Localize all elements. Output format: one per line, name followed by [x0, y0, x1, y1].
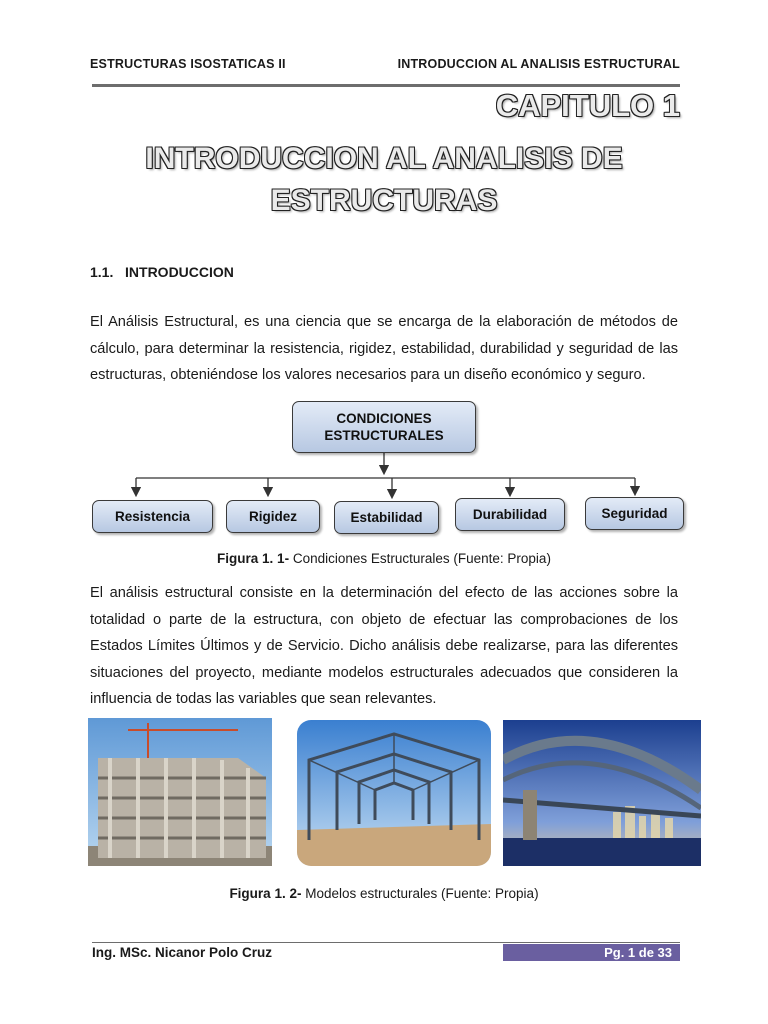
figure2-label: Figura 1. 2-	[229, 886, 302, 901]
figure2-caption	[0, 886, 768, 901]
paragraph-intro: El Análisis Estructural, es una ciencia que se encarga de la elaboración de métodos de cálculo, para determinar la resistencia, rigidez, estabilidad, durabilidad y seguridad de las estructuras, obteniéndose los valores necesarios para un diseño económico y seguro.	[90, 314, 678, 383]
diagram-node-seguridad: Seguridad	[585, 497, 684, 530]
footer-rule	[92, 942, 680, 943]
diagram-node-resistencia: Resistencia	[92, 500, 213, 533]
figure1-label: Figura 1. 1-	[217, 551, 290, 566]
steel-warehouse-photo	[297, 720, 491, 866]
diagram-node-rigidez: Rigidez	[226, 500, 320, 533]
figure2-text: Modelos estructurales (Fuente: Propia)	[301, 886, 539, 901]
footer-page-number: Pg. 1 de 33	[503, 944, 680, 961]
figure1-text: Condiciones Estructurales (Fuente: Propia)	[289, 551, 551, 566]
building-frame-photo	[88, 718, 272, 866]
footer-author: Ing. MSc. Nicanor Polo Cruz	[92, 945, 273, 960]
header-right: INTRODUCCION AL ANALISIS ESTRUCTURAL	[397, 57, 680, 71]
section-heading: 1.1. INTRODUCCION	[90, 264, 234, 280]
header-left: ESTRUCTURAS ISOSTATICAS II	[90, 57, 286, 71]
bridge-photo	[503, 720, 701, 866]
figure1-caption	[0, 551, 768, 566]
page-title-line2: ESTRUCTURAS	[270, 184, 498, 217]
paragraph-analysis: El análisis estructural consiste en la determinación del efecto de las acciones sobre la totalidad o parte de la estructura, con objeto de efectuar las comprobaciones de los Estados Límites Últimos y de Servicio. Dicho análisis debe realizarse, para las diferentes situaciones del proyecto, mediante modelos estructurales adecuados que consideren la influencia de todas las variables que sean relevantes.	[90, 585, 678, 707]
diagram-root-box: CONDICIONES ESTRUCTURALES	[292, 401, 476, 453]
diagram-node-durabilidad: Durabilidad	[455, 498, 565, 531]
diagram-node-estabilidad: Estabilidad	[334, 501, 439, 534]
chapter-title: CAPITULO 1	[495, 88, 680, 123]
page-title-line1: INTRODUCCION AL ANALISIS DE	[145, 142, 623, 175]
